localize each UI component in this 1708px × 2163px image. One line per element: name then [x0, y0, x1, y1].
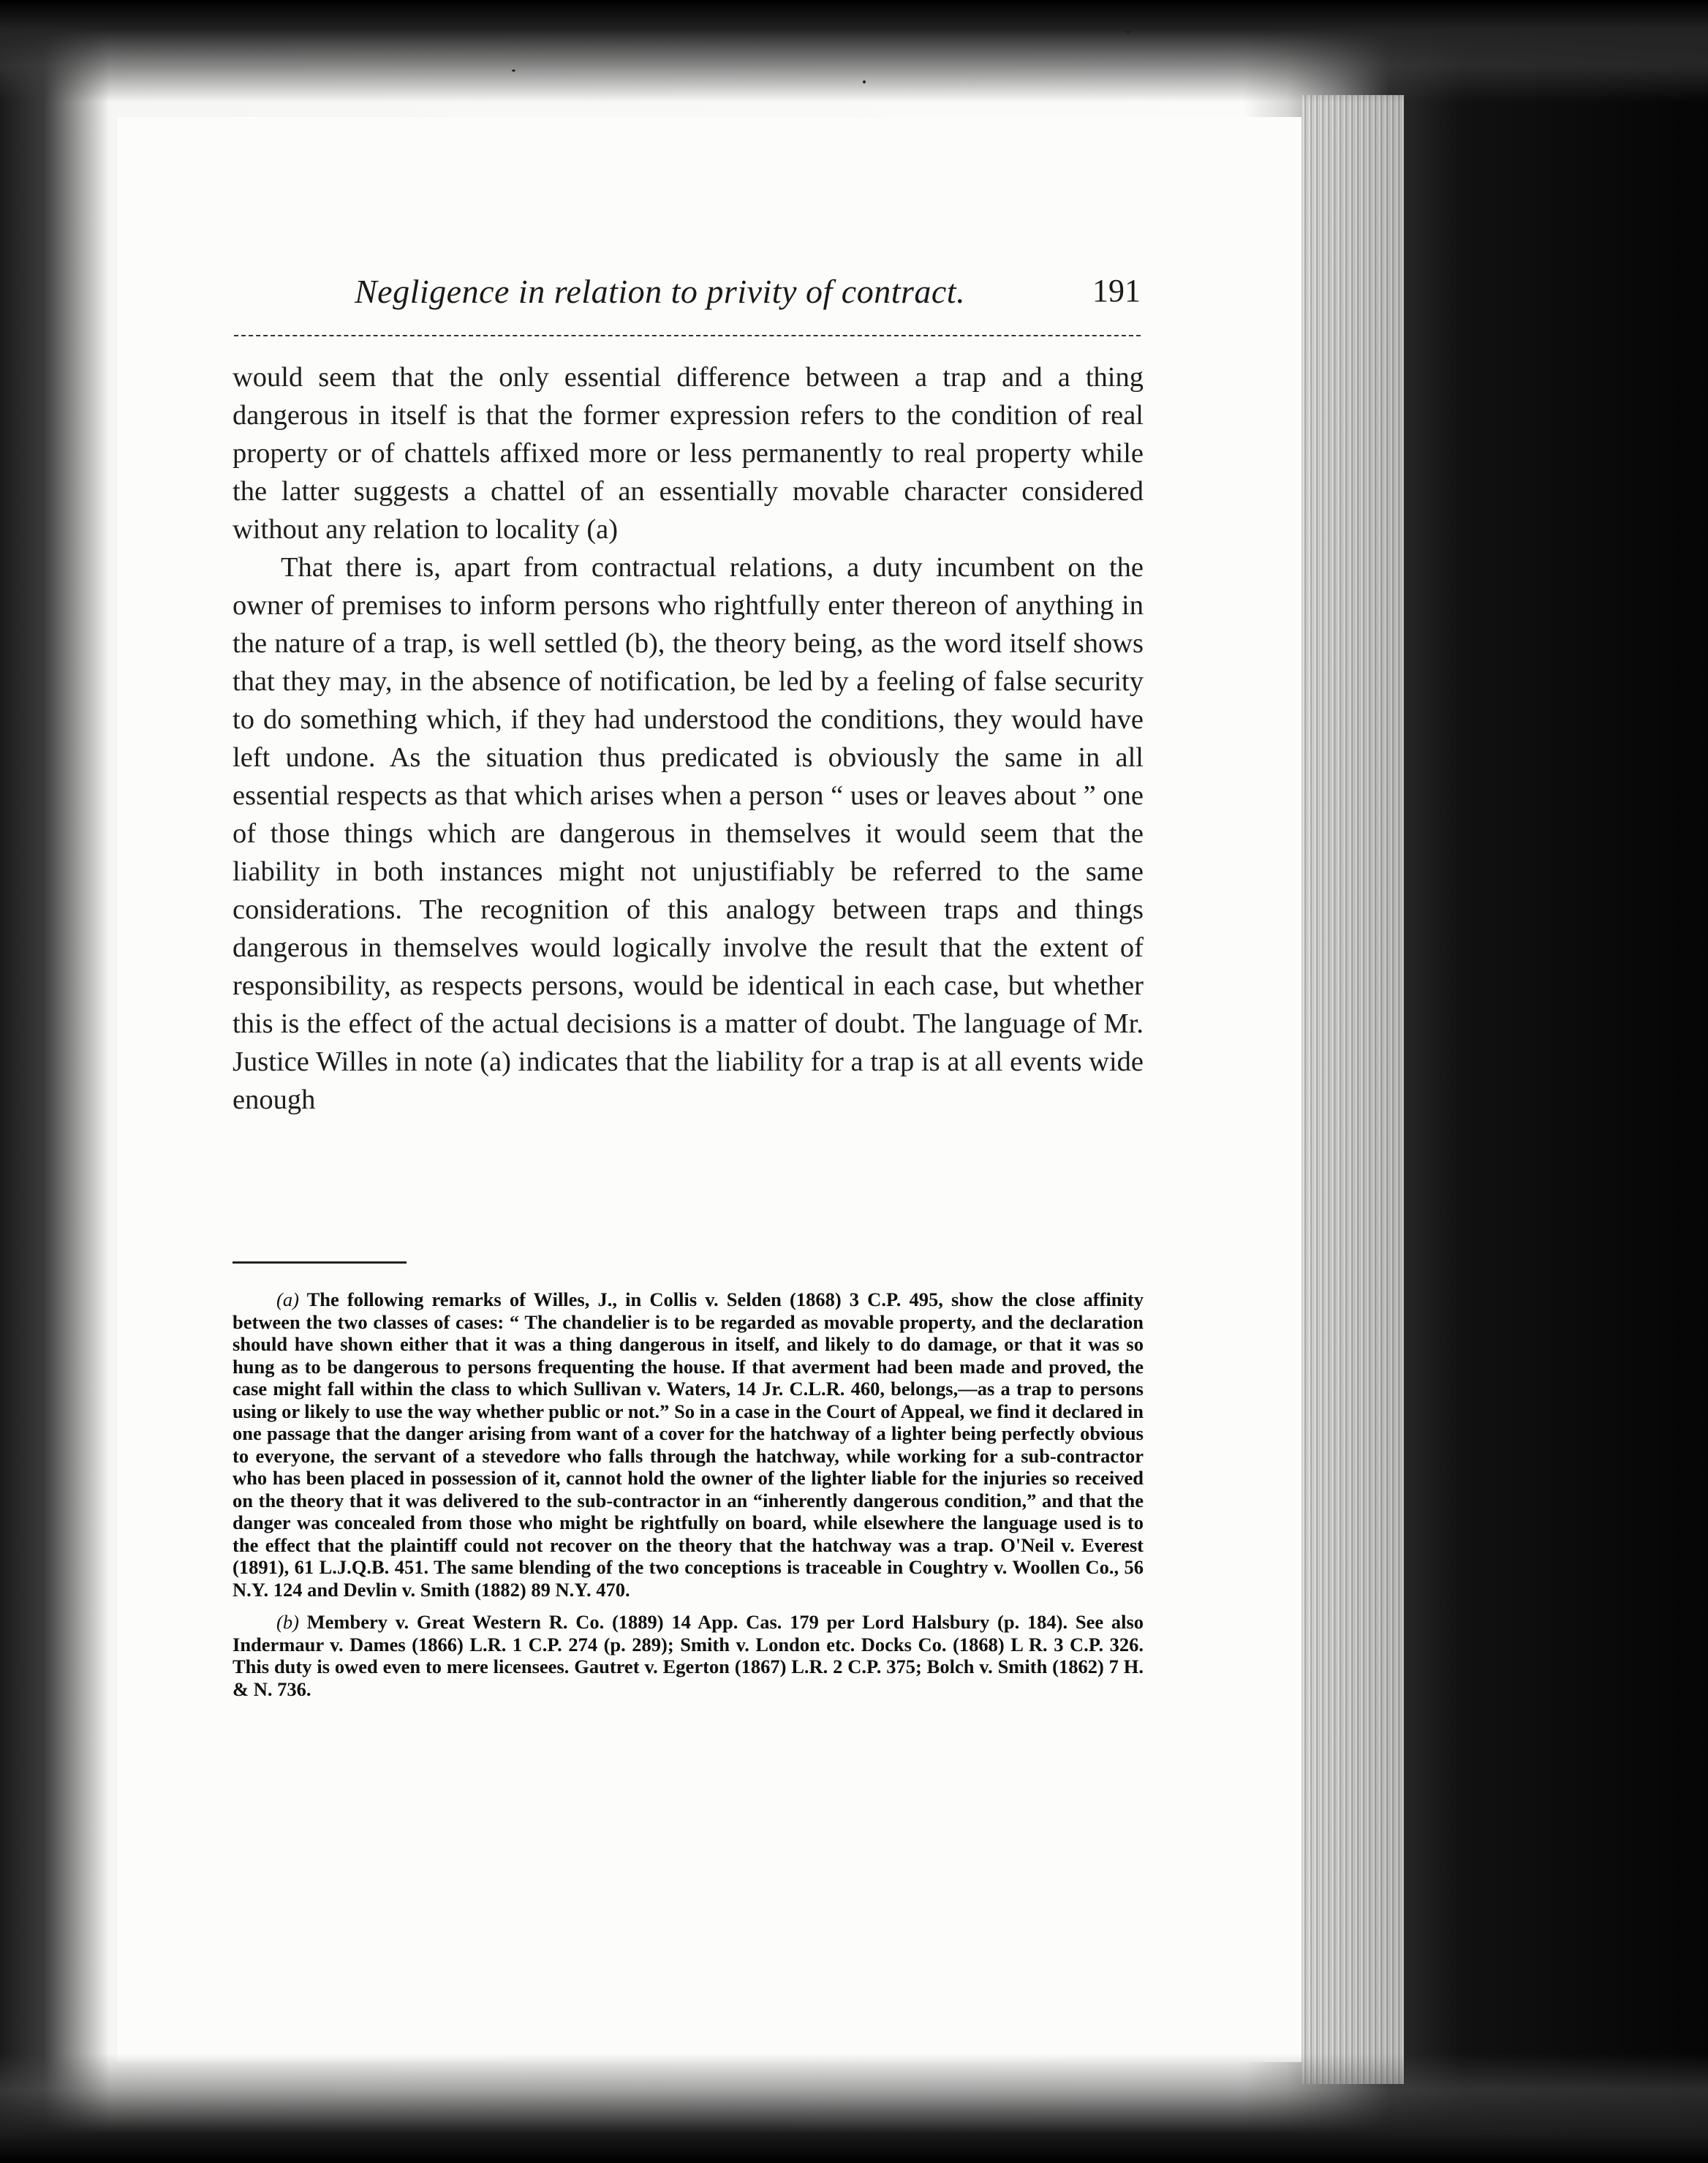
paragraph: would seem that the only essential difference between a trap and a thing dangerous in itself is that the former expression refers to the condition of real property or of chattels affixed more or less permanently to real property while the latter suggests a chattel of an essentially movable character considered without any relation to locality (a): [233, 362, 1144, 545]
running-title: Negligence in relation to privity of contract.: [355, 273, 966, 310]
footnote-tag: (b): [276, 1611, 299, 1633]
scan-speck: [863, 80, 866, 83]
scan-top-shadow: [0, 0, 1708, 102]
page-header: [355, 272, 1141, 323]
footnote-tag: (a): [276, 1288, 299, 1310]
footnotes: [233, 1288, 1144, 1710]
footnote-text: Membery v. Great Western R. Co. (1889) 14 App. Cas. 179 per Lord Halsbury (p. 184). See also Indermaur v. Dames (1866) L.R. 1 C.P. 274 (p. 289); Smith v. London etc. Docks Co. (1868) L R. 3 C.P. 326. This duty is owed even to mere licensees. Gautret v. Egerton (1867) L.R. 2 C.P. 375; Bolch v. Smith (1862) 7 H. & N. 736.: [233, 1611, 1144, 1700]
scan-bottom-shadow: [0, 2053, 1708, 2163]
footnote-rule: [233, 1261, 407, 1264]
body-text: [233, 358, 1144, 1119]
page-number: 191: [1092, 273, 1141, 309]
page-edge-leaves: [1301, 95, 1404, 2084]
footnote-text: The following remarks of Willes, J., in Collis v. Selden (1868) 3 C.P. 495, show the close affinity between the two classes of cases: “ The chandelier is to be regarded as movable property, and the declaration should have shown either that it was a thing dangerous in itself, and likely to do damage, or that it was so hung as to be dangerous to persons frequenting the house. If that averment had been made and proved, the case might fall within the class to which Sullivan v. Waters, 14 Jr. C.L.R. 460, belongs,—as a trap to persons using or likely to use the way whether public or not.” So in a case in the Court of Appeal, we find it declared in one passage that the danger arising from want of a cover for the hatchway of a lighter being perfectly obvious to everyone, the servant of a stevedore who falls through the hatchway, while working for a sub-contractor who has been placed in possession of it, cannot hold the owner of the lighter liable for the injuries so received on the theory that it was delivered to the sub-contractor in an “inherently dangerous condition,” and that the danger was concealed from those who might be rightfully on board, while elsewhere the language used is to the effect that the plaintiff could not recover on the theory that the hatchway was a trap. O'Neil v. Everest (1891), 61 L.J.Q.B. 451. The same blending of the two conceptions is traceable in Coughtry v. Woollen Co., 56 N.Y. 124 and Devlin v. Smith (1882) 89 N.Y. 470.: [233, 1288, 1144, 1601]
header-rule: [234, 335, 1141, 336]
scan-speck: [1126, 29, 1130, 34]
paragraph: That there is, apart from contractual relations, a duty incumbent on the owner of premises to inform persons who rightfully enter thereon of anything in the nature of a trap, is well settled (b), the theory being, as the word itself shows that they may, in the absence of notification, be led by a feeling of false security to do something which, if they had understood the conditions, they would have left undone. As the situation thus predicated is obviously the same in all essential respects as that which arises when a person “ uses or leaves about ” one of those things which are dangerous in themselves it would seem that the liability in both instances might not unjustifiably be referred to the same considerations. The recognition of this analogy between traps and things dangerous in themselves would logically involve the result that the extent of responsibility, as respects persons, would be identical in each case, but whether this is the effect of the actual decisions is a matter of doubt. The language of Mr. Justice Willes in note (a) indicates that the liability for a trap is at all events wide enough: [233, 552, 1144, 1115]
scan-speck: [512, 69, 515, 72]
footnote-a: [233, 1288, 1144, 1601]
footnote-b: [233, 1611, 1144, 1700]
